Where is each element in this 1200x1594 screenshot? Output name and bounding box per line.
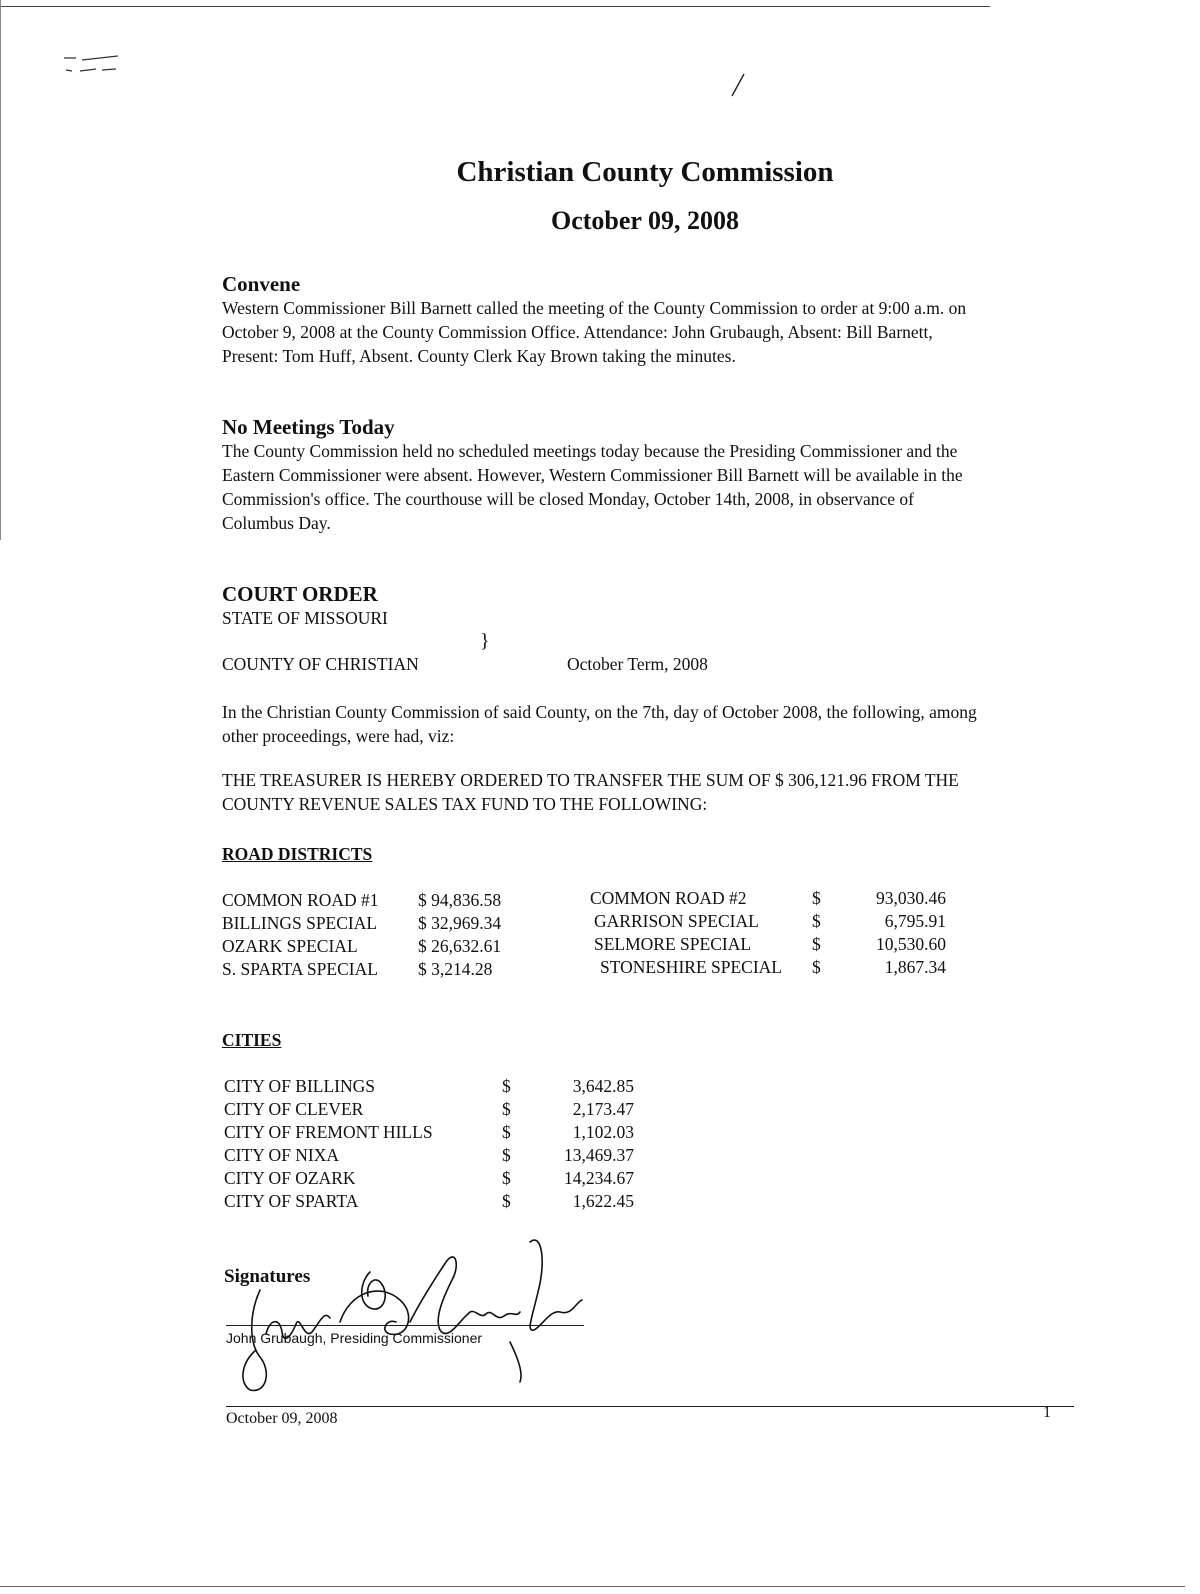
scan-border-left bbox=[0, 0, 1, 540]
city-name: CITY OF BILLINGS bbox=[224, 1076, 376, 1096]
city-currency: $ bbox=[502, 1076, 511, 1096]
convene-section bbox=[222, 272, 1082, 368]
convene-line: Western Commissioner Bill Barnett called the meeting of the County Commission to order at 9:00 a.m. on bbox=[222, 298, 967, 318]
city-name: CITY OF OZARK bbox=[224, 1168, 356, 1188]
city-currency: $ bbox=[502, 1145, 511, 1165]
city-currency: $ bbox=[502, 1168, 511, 1188]
no-meetings-section bbox=[222, 415, 1082, 535]
brace-symbol: } bbox=[480, 630, 490, 652]
city-name: CITY OF SPARTA bbox=[224, 1191, 359, 1211]
road-name: BILLINGS SPECIAL bbox=[222, 913, 378, 933]
road-amount: 10,530.60 bbox=[876, 934, 946, 954]
road-name: SELMORE SPECIAL bbox=[594, 934, 752, 954]
road-name: COMMON ROAD #2 bbox=[590, 888, 747, 908]
road-amount: $ 94,836.58 bbox=[418, 890, 502, 910]
document-date: October 09, 2008 bbox=[551, 206, 739, 235]
road-currency: $ bbox=[812, 888, 821, 908]
scan-artifact-mark bbox=[62, 52, 122, 76]
city-amount: 13,469.37 bbox=[564, 1145, 634, 1165]
road-amount: 93,030.46 bbox=[876, 888, 946, 908]
pen-tick-mark bbox=[728, 72, 748, 98]
proceedings-paragraph bbox=[222, 700, 1082, 748]
transfer-order-paragraph bbox=[222, 768, 1102, 816]
no-meetings-heading: No Meetings Today bbox=[222, 415, 395, 439]
road-districts-heading: ROAD DISTRICTS bbox=[222, 844, 373, 864]
proceedings-line: In the Christian County Commission of said County, on the 7th, day of October 2008, the following, among bbox=[222, 702, 977, 722]
court-order-section bbox=[222, 582, 1082, 606]
no-meetings-line: Eastern Commissioner were absent. However, Western Commissioner Bill Barnett will be available in the bbox=[222, 465, 963, 485]
city-name: CITY OF CLEVER bbox=[224, 1099, 364, 1119]
handwritten-signature bbox=[220, 1222, 600, 1394]
road-currency: $ bbox=[812, 934, 821, 954]
road-amount: $ 32,969.34 bbox=[418, 913, 502, 933]
document-title: Christian County Commission bbox=[456, 156, 834, 188]
city-amount: 2,173.47 bbox=[572, 1099, 634, 1119]
convene-line: Present: Tom Huff, Absent. County Clerk Kay Brown taking the minutes. bbox=[222, 346, 736, 366]
convene-heading: Convene bbox=[222, 272, 301, 296]
road-name: COMMON ROAD #1 bbox=[222, 890, 379, 910]
scan-border-bottom bbox=[0, 1586, 1185, 1587]
city-name: CITY OF FREMONT HILLS bbox=[224, 1122, 433, 1142]
city-currency: $ bbox=[502, 1122, 511, 1142]
road-name: OZARK SPECIAL bbox=[222, 936, 358, 956]
city-currency: $ bbox=[502, 1099, 511, 1119]
page-number: 1 bbox=[1043, 1404, 1051, 1421]
footer-date: October 09, 2008 bbox=[226, 1410, 338, 1427]
scan-border-top bbox=[0, 6, 990, 7]
road-amount: $ 3,214.28 bbox=[418, 959, 493, 979]
county-label: COUNTY OF CHRISTIAN bbox=[222, 654, 419, 674]
city-amount: 14,234.67 bbox=[564, 1168, 634, 1188]
order-line: COUNTY REVENUE SALES TAX FUND TO THE FOLLOWING: bbox=[222, 794, 708, 814]
road-currency: $ bbox=[812, 957, 821, 977]
road-amount: 1,867.34 bbox=[884, 957, 946, 977]
city-amount: 3,642.85 bbox=[572, 1076, 634, 1096]
convene-line: October 9, 2008 at the County Commission Office. Attendance: John Grubaugh, Absent: Bill Barnett, bbox=[222, 322, 933, 342]
city-amount: 1,622.45 bbox=[572, 1191, 634, 1211]
road-name: S. SPARTA SPECIAL bbox=[222, 959, 378, 979]
no-meetings-line: The County Commission held no scheduled meetings today because the Presiding Commissioner and the bbox=[222, 441, 958, 461]
signatures-heading: Signatures bbox=[224, 1266, 311, 1287]
road-amount: $ 26,632.61 bbox=[418, 936, 502, 956]
proceedings-line: other proceedings, were had, viz: bbox=[222, 726, 455, 746]
state-label: STATE OF MISSOURI bbox=[222, 608, 388, 628]
city-currency: $ bbox=[502, 1191, 511, 1211]
court-order-heading: COURT ORDER bbox=[222, 582, 378, 606]
no-meetings-line: Columbus Day. bbox=[222, 513, 331, 533]
road-currency: $ bbox=[812, 911, 821, 931]
road-amount: 6,795.91 bbox=[884, 911, 946, 931]
footer-rule bbox=[226, 1406, 1074, 1407]
road-name: GARRISON SPECIAL bbox=[594, 911, 759, 931]
signer-name: John Grubaugh, Presiding Commissioner bbox=[226, 1330, 483, 1346]
no-meetings-line: Commission's office. The courthouse will be closed Monday, October 14th, 2008, in observance of bbox=[222, 489, 915, 509]
cities-heading: CITIES bbox=[222, 1030, 282, 1050]
city-name: CITY OF NIXA bbox=[224, 1145, 340, 1165]
term-label: October Term, 2008 bbox=[567, 654, 708, 674]
order-line: THE TREASURER IS HEREBY ORDERED TO TRANSFER THE SUM OF $ 306,121.96 FROM THE bbox=[222, 770, 959, 790]
city-amount: 1,102.03 bbox=[572, 1122, 634, 1142]
road-name: STONESHIRE SPECIAL bbox=[600, 957, 782, 977]
